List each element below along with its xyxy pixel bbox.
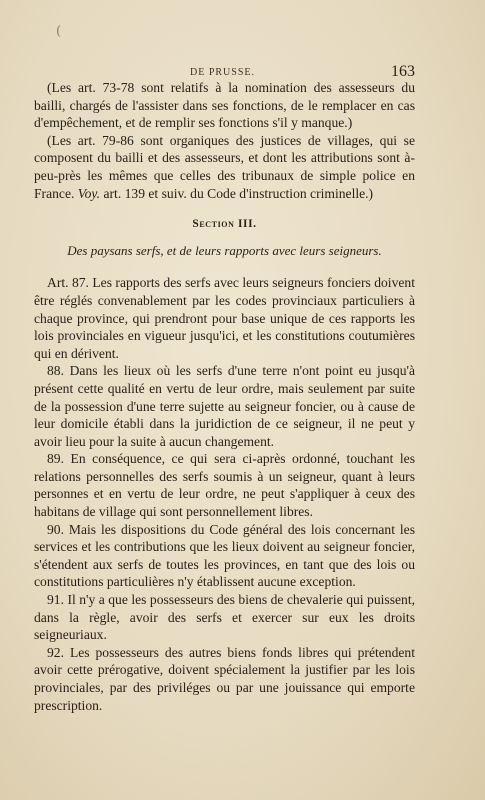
article-88: 88. Dans les lieux où les serfs d'une terre n'ont point eu jusqu'à présent cette qualité en vertu de leur ordre, mais seulement par suite de la possession d'une terre sujette au seigneur foncier, ou à cause de leur domicile établi dans la juridiction de ce seigneur, il ne peut y avoir lieu pour la suite à aucun changement.: [34, 363, 415, 449]
article-92: 92. Les possesseurs des autres biens fonds libres qui prétendent avoir cette prérogative, doivent spécialement la justifier par les lois provinciales, par des priviléges ou par une jouissance qui emporte prescription.: [34, 644, 415, 713]
voy-abbreviation: Voy.: [77, 185, 101, 201]
article-91: 91. Il n'y a que les possesseurs des biens de chevalerie qui puissent, dans la règle, avoir des serfs et exercer sur eux les droits seigneuriaux.: [34, 592, 415, 643]
article-90: 90. Mais les dispositions du Code général des lois concernant les services et les contributions que les lieux doivent au seigneur foncier, s'étendent aux serfs de toutes les provinces, en tant que des lois ou constitutions particulières n'y établissent aucune exception.: [34, 521, 415, 590]
section-subtitle: Des paysans serfs, et de leurs rapports avec leurs seigneurs.: [67, 242, 382, 258]
article-87: Art. 87. Les rapports des serfs avec leurs seigneurs fonciers doivent être réglés convenablement par les codes provinciaux particuliers à chaque province, qui prendront pour base unique de ces rapports les lois provinciales en vigueur jusqu'ici, et les constitutions coutumières qui en dérivent.: [34, 275, 415, 361]
intro-paragraph-1: (Les art. 73-78 sont relatifs à la nomination des assesseurs du bailli, chargés de l'assister dans ses fonctions, de le remplacer en cas d'empêchement, et de remplir ses fonctions s'il y manque.): [34, 80, 415, 131]
page-number: 163: [391, 63, 415, 80]
intro-paragraph-2-text-a: (Les art. 79-86 sont organiques des justices de villages, qui se composent du bailli et des assesseurs, et dont les attributions sont à-peu-près les mêmes que celles des tribunaux de simple police en France.: [34, 132, 415, 201]
running-head-title: DE PRUSSE.: [189, 67, 255, 78]
margin-mark: (: [56, 24, 62, 39]
body-text: [34, 79, 415, 714]
intro-paragraph-2-text-b: art. 139 et suiv. du Code d'instruction criminelle.): [100, 185, 374, 201]
intro-paragraph-2: [34, 132, 415, 202]
section-heading: Section III.: [192, 218, 257, 231]
article-89: 89. En conséquence, ce qui sera ci-après ordonné, touchant les relations personnelles des serfs soumis à un seigneur, quant à leurs personnes et en vertu de leur ordre, ne peut s'appliquer à ceux des habitans de village qui sont personnellement libres.: [34, 451, 415, 520]
